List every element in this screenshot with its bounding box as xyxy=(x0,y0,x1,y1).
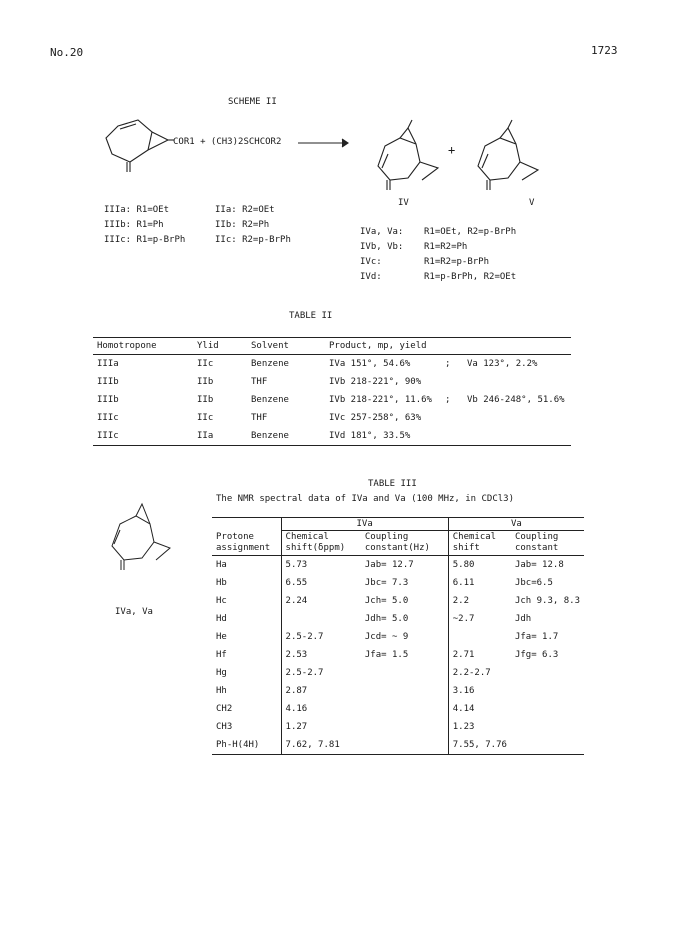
col-header: Coupling constant xyxy=(511,531,584,556)
cell: IIIb xyxy=(97,395,119,405)
cell xyxy=(463,427,571,446)
cell xyxy=(361,700,448,718)
table3-title: TABLE III xyxy=(368,479,417,489)
product-key: IVb, Vb: xyxy=(360,242,404,252)
col-header: Chemical shift(δppm) xyxy=(281,531,361,556)
cell xyxy=(463,409,571,427)
cell: Jfa= 1.7 xyxy=(514,632,559,642)
cell: IIIa xyxy=(97,359,119,369)
cell: ; xyxy=(445,359,451,369)
group-IVa: IVa xyxy=(281,518,448,531)
cell: 2.5-2.7 xyxy=(281,664,361,682)
table-row xyxy=(93,373,571,391)
cell: IIIc xyxy=(93,427,193,446)
cell: Va 123°, 2.2% xyxy=(467,359,538,369)
cell: 2.2-2.7 xyxy=(448,664,511,682)
cell xyxy=(511,700,584,718)
cell: Hc xyxy=(216,596,227,606)
cell: Jab= 12.8 xyxy=(514,560,564,570)
cell: IVc 257-258°, 63% xyxy=(329,413,422,423)
table-row xyxy=(212,718,584,736)
product-IV-label: IV xyxy=(398,198,409,208)
cell: 4.16 xyxy=(281,700,361,718)
col-header: Coupling constant(Hz) xyxy=(361,531,448,556)
cell: 7.62, 7.81 xyxy=(281,736,361,755)
cell xyxy=(361,664,448,682)
col-header: Chemical shift xyxy=(448,531,511,556)
cell xyxy=(511,718,584,736)
cell: IVb 218-221°, 90% xyxy=(329,377,422,387)
cell: IIIb xyxy=(97,377,119,387)
cell: CH3 xyxy=(216,722,233,732)
label-IIIb: IIIb: R1=Ph xyxy=(104,220,164,230)
label-IIb: IIb: R2=Ph xyxy=(215,220,270,230)
product-key: IVc: xyxy=(360,257,382,267)
table3-caption: The NMR spectral data of IVa and Va (100 MHz, in CDCl3) xyxy=(216,494,515,504)
cell: 2.2 xyxy=(448,592,511,610)
table-row xyxy=(212,736,584,755)
cell xyxy=(441,427,463,446)
cell: Jfa= 1.5 xyxy=(364,650,409,660)
table-row xyxy=(212,628,584,646)
cell xyxy=(511,682,584,700)
cell: THF xyxy=(251,413,268,423)
reactant-labels xyxy=(104,203,185,248)
reaction-scheme-drawing xyxy=(90,110,560,215)
cell xyxy=(448,628,511,646)
cell xyxy=(361,682,448,700)
ylid-labels xyxy=(215,203,291,248)
table-row xyxy=(93,391,571,409)
cell: Jab= 12.7 xyxy=(364,560,414,570)
group-Va: Va xyxy=(448,518,584,531)
table2-header: Homotropone xyxy=(93,338,193,355)
col-header: Protone assignment xyxy=(212,531,281,556)
table3 xyxy=(212,517,584,755)
table-row xyxy=(212,700,584,718)
product-val: R1=OEt, R2=p-BrPh xyxy=(424,227,517,237)
table2-header: Solvent xyxy=(247,338,325,355)
cell: Benzene xyxy=(247,427,325,446)
cell: 2.53 xyxy=(281,646,361,664)
cell: 1.23 xyxy=(448,718,511,736)
product-key: IVa, Va: xyxy=(360,227,404,237)
cell: THF xyxy=(251,377,268,387)
cell: 5.73 xyxy=(281,556,361,575)
label-IIIa: IIIa: R1=OEt xyxy=(104,205,170,215)
table-row xyxy=(212,592,584,610)
cell: Jdh xyxy=(514,614,532,624)
cell: 4.14 xyxy=(448,700,511,718)
cell: IVa 151°, 54.6% xyxy=(329,359,411,369)
cell xyxy=(281,610,361,628)
cell: 2.71 xyxy=(448,646,511,664)
cell: Hb xyxy=(216,578,227,588)
cell: Hd xyxy=(216,614,227,624)
cell xyxy=(441,409,463,427)
cell: Jdh= 5.0 xyxy=(364,614,409,624)
cell: Ph-H(4H) xyxy=(212,736,281,755)
cell: Jch 9.3, 8.3 xyxy=(514,596,580,606)
table-row xyxy=(212,646,584,664)
structure-drawing xyxy=(92,494,210,590)
journal-number: No.20 xyxy=(50,46,84,59)
cell: IVd 181°, 33.5% xyxy=(325,427,441,446)
cell: Jch= 5.0 xyxy=(364,596,409,606)
cell: Vb 246-248°, 51.6% xyxy=(467,395,565,405)
cell: Jfg= 6.3 xyxy=(514,650,559,660)
cell: ; xyxy=(445,395,451,405)
page-number: 1723 xyxy=(591,44,618,57)
label-IIa: IIa: R2=OEt xyxy=(215,205,275,215)
label-IIc: IIc: R2=p-BrPh xyxy=(215,235,291,245)
product-val: R1=R2=Ph xyxy=(424,242,468,252)
cell: IIb xyxy=(197,395,214,405)
table2-header: Ylid xyxy=(193,338,247,355)
cell: Ha xyxy=(216,560,227,570)
cell xyxy=(511,736,584,755)
cell: He xyxy=(216,632,227,642)
product-key: IVd: xyxy=(360,272,382,282)
cell: ~2.7 xyxy=(448,610,511,628)
cell: IVb 218-221°, 11.6% xyxy=(329,395,432,405)
product-V-label: V xyxy=(529,198,535,208)
plus-sign: + xyxy=(448,143,456,157)
cell: 5.80 xyxy=(448,556,511,575)
cell: Benzene xyxy=(251,395,289,405)
cell: 2.87 xyxy=(281,682,361,700)
table-row xyxy=(212,574,584,592)
cell: 6.11 xyxy=(448,574,511,592)
cell: IIIc xyxy=(97,413,119,423)
cell xyxy=(361,718,448,736)
cell: 2.5-2.7 xyxy=(281,628,361,646)
table-row xyxy=(93,427,571,446)
scheme-title: SCHEME II xyxy=(228,97,277,107)
cell: IIa xyxy=(193,427,247,446)
cell: Jcd= ~ 9 xyxy=(364,632,409,642)
table2-header: Product, mp, yield xyxy=(325,338,571,355)
table-row xyxy=(212,664,584,682)
table-row xyxy=(212,682,584,700)
label-IIIc: IIIc: R1=p-BrPh xyxy=(104,235,186,245)
table-row xyxy=(93,355,571,374)
cell: 1.27 xyxy=(281,718,361,736)
table-row xyxy=(212,610,584,628)
cell: IIc xyxy=(197,359,214,369)
cell xyxy=(511,664,584,682)
cell: Hh xyxy=(216,686,227,696)
cell: Jbc=6.5 xyxy=(514,578,553,588)
cell: Benzene xyxy=(251,359,289,369)
cell: Hf xyxy=(216,650,227,660)
cell xyxy=(361,736,448,755)
cell: Hg xyxy=(216,668,227,678)
table-row xyxy=(93,409,571,427)
cell xyxy=(463,373,571,391)
product-val: R1=R2=p-BrPh xyxy=(424,257,490,267)
cell: CH2 xyxy=(216,704,233,714)
cell: IIb xyxy=(197,377,214,387)
cell: 3.16 xyxy=(448,682,511,700)
cell xyxy=(441,373,463,391)
table2-title: TABLE II xyxy=(289,311,333,321)
cell: 6.55 xyxy=(281,574,361,592)
cell: 2.24 xyxy=(281,592,361,610)
cell: 7.55, 7.76 xyxy=(448,736,511,755)
product-labels xyxy=(360,225,516,285)
cell: Jbc= 7.3 xyxy=(364,578,409,588)
table2 xyxy=(93,337,571,446)
product-val: R1=p-BrPh, R2=OEt xyxy=(424,272,517,282)
reactant-reagent-text: COR1 + (CH3)2SCHCOR2 xyxy=(173,137,282,147)
structure-label: IVa, Va xyxy=(115,607,153,617)
table-row xyxy=(212,556,584,575)
cell: IIc xyxy=(197,413,214,423)
